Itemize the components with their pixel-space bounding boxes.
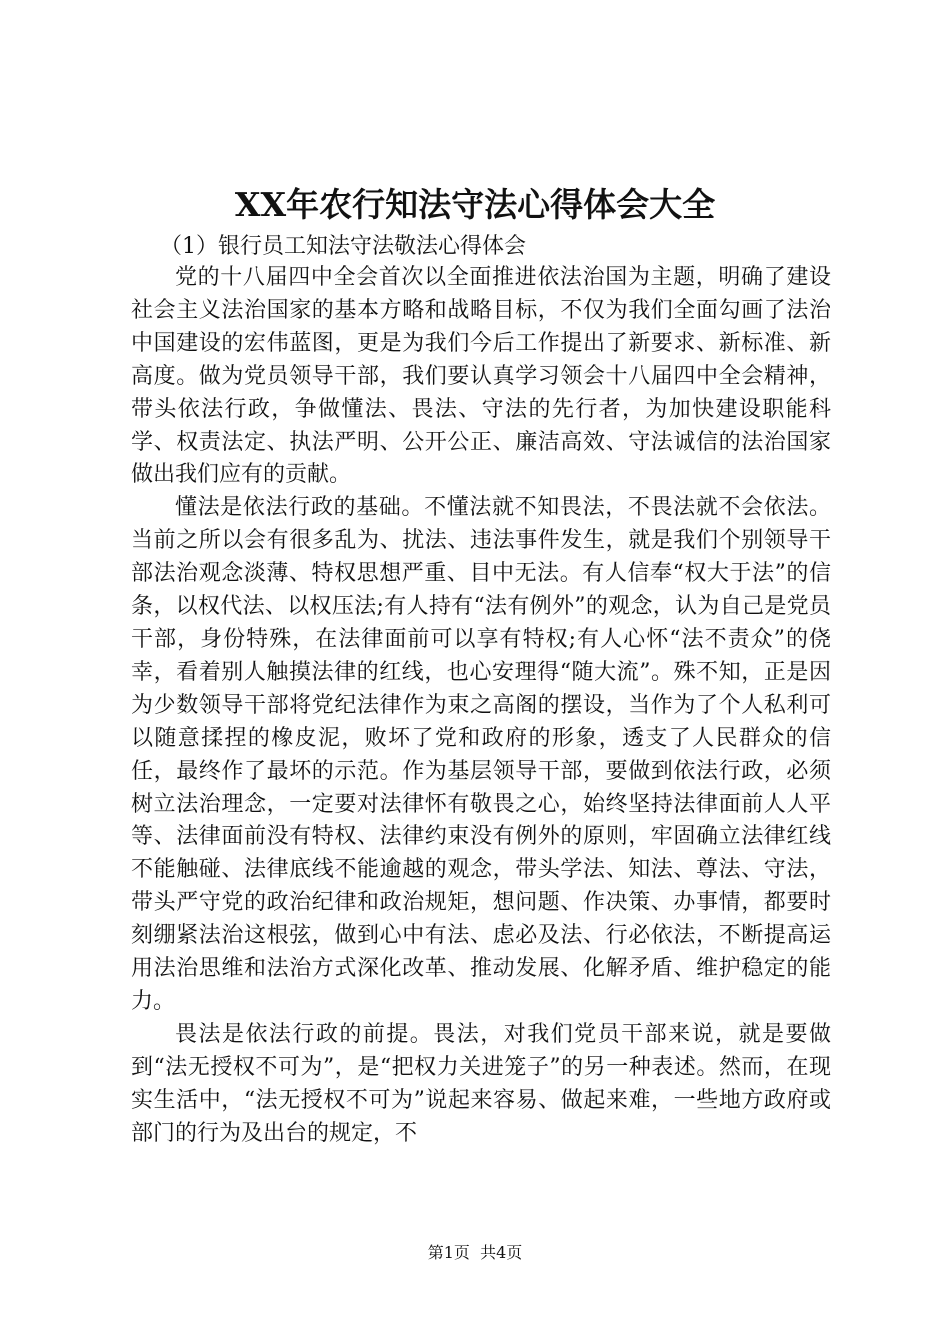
body-paragraph: 党的十八届四中全会首次以全面推进依法治国为主题，明确了建设社会主义法治国家的基本方略和战略目标，不仅为我们全面勾画了法治中国建设的宏伟蓝图，更是为我们今后工作提出了新要求、新标准、新高度。做为党员领导干部，我们要认真学习领会十八届四中全会精神，带头依法行政，争做懂法、畏法、守法的先行者，为加快建设职能科学、权责法定、执法严明、公开公正、廉洁高效、守法诚信的法治国家做出我们应有的贡献。 [131,265,831,488]
document-title: XX年农行知法守法心得体会大全 [234,185,716,224]
body-paragraph: 畏法是依法行政的前提。畏法，对我们党员干部来说，就是要做到“法无授权不可为”，是“把权力关进笼子”的另一种表述。然而，在现实生活中，“法无授权不可为”说起来容易、做起来难，一些地方政府或部门的行为及出台的规定，不 [131,1021,831,1146]
document-body [131,262,831,1150]
body-paragraph: 懂法是依法行政的基础。不懂法就不知畏法，不畏法就不会依法。当前之所以会有很多乱为、扰法、违法事件发生，就是我们个别领导干部法治观念淡薄、特权思想严重、目中无法。有人信奉“权大于法”的信条，以权代法、以权压法;有人持有“法有例外”的观念，认为自己是党员干部，身份特殊，在法律面前可以享有特权;有人心怀“法不责众”的侥幸，看着别人触摸法律的红线，也心安理得“随大流”。殊不知，正是因为少数领导干部将党纪法律作为束之高阁的摆设，当作为了个人私利可以随意揉捏的橡皮泥，败坏了党和政府的形象，透支了人民群众的信任，最终作了最坏的示范。作为基层领导干部，要做到依法行政，必须树立法治理念，一定要对法律怀有敬畏之心，始终坚持法律面前人人平等、法律面前没有特权、法律约束没有例外的原则，牢固确立法律红线不能触碰、法律底线不能逾越的观念，带头学法、知法、尊法、守法，带头严守党的政治纪律和政治规矩，想问题、作决策、办事情，都要时刻绷紧法治这根弦，做到心中有法、虑必及法、行必依法，不断提高运用法治思维和法治方式深化改革、推动发展、化解矛盾、维护稳定的能力。 [131,495,831,1014]
page-footer: 第1页 共4页 [427,1243,523,1262]
section-subheading: （1）银行员工知法守法敬法心得体会 [160,234,526,259]
